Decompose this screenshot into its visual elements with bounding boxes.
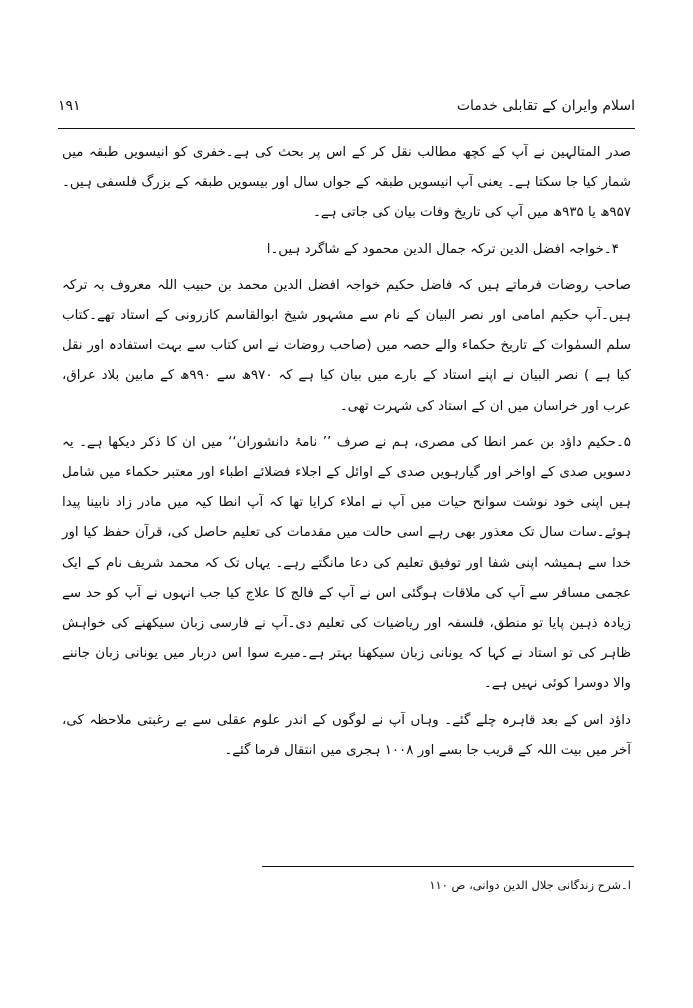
paragraph-5: داؤد اس کے بعد قاہرہ چلے گئے۔ وہاں آپ نے لوگوں کے اندر علوم عقلی سے بے رغبتی ملاحظہ کی، آخر میں بیت اللہ کے قریب جا بسے اور ۱۰۰۸ ہجری میں انتقال فرما گئے۔ [62,712,631,758]
page-header [58,92,635,126]
footnote: ا۔شرح زندگانی جلال الدین دوانی، ص ۱۱۰ [429,878,631,892]
body-text [62,138,631,766]
paragraph-3: صاحب روضات فرماتے ہیں کہ فاضل حکیم خواجہ افضل الدین محمد بن حبیب اللہ معروف بہ ترکہ ہیں۔آپ حکیم امامی اور نصر البیان کے نام سے مشہور شیخ ابوالقاسم کازرونی کے استاد تھے۔کتاب سلم السمٰوات کے تاریخ حکماء والے حصہ میں (صاحب روضات نے اس کتاب سے بہت استفادہ اور نقل کیا ہے ) نصر البیان نے اپنے استاد کے بارے میں بیان کیا ہے کہ ۹۷۰ھ سے ۹۹۰ھ کے مابین بلاد عراق، عرب اور خراسان میں ان کے استاد کی شہرت تھی۔ [62,277,631,414]
running-title: اسلام وایران کے تقابلی خدمات [456,98,635,114]
header-divider [58,128,635,129]
paragraph-4: ۵۔حکیم داؤد بن عمر انطا کی مصری، ہم نے صرف ’’ نامۂ دانشوران‘‘ میں ان کا ذکر دیکھا ہے۔ یہ دسویں صدی کے اواخر اور گیارہویں صدی کے اوائل کے اجلاء فضلائے اطباء اور معتبر حکماء میں شامل ہیں اپنی خود نوشت سوانح حیات میں آپ نے املاء کرایا تھا کہ آپ انطا کیہ میں مادر زاد نابینا پیدا ہوئے۔سات سال تک معذور بھی رہے اسی حالت میں مقدمات کی تعلیم حاصل کی، قرآن حفظ کیا اور خدا سے ہمیشہ اپنی شفا اور توفیق تعلیم کی دعا مانگتے رہے۔ یہاں تک کہ محمد شریف نام کے ایک عجمی مسافر سے آپ کی ملاقات ہوگئی اس نے آپ کے فالج کا علاج کیا جب انہوں نے آپ کو حد سے زیادہ ذہین پایا تو منطق، فلسفہ اور ریاضیات کی تعلیم دی۔آپ نے فارسی زبان سیکھنے کی خواہش ظاہر کی تو استاد نے کہا کہ یونانی زبان سیکھنا بہتر ہے۔میرے سوا اس دربار میں یونانی زبان جاننے والا دوسرا کوئی نہیں ہے۔ [62,434,631,692]
paragraph-1: صدر المتالہین نے آپ کے کچھ مطالب نقل کر کے اس پر بحث کی ہے۔خفری کو انیسویں طبقہ میں شمار کیا جا سکتا ہے۔ یعنی آپ انیسویں طبقہ کے جواں سال اور بیسویں طبقہ کے بزرگ فلسفی ہیں۔ ۹۵۷ھ یا ۹۳۵ھ میں آپ کی تاریخ وفات بیان کی جاتی ہے۔ [62,145,631,221]
section-4-heading: ۴۔خواجہ افضل الدین ترکہ جمال الدین محمود کے شاگرد ہیں۔ا [266,241,619,257]
footnote-divider [262,866,634,867]
page-number: ۱۹۱ [58,98,81,114]
